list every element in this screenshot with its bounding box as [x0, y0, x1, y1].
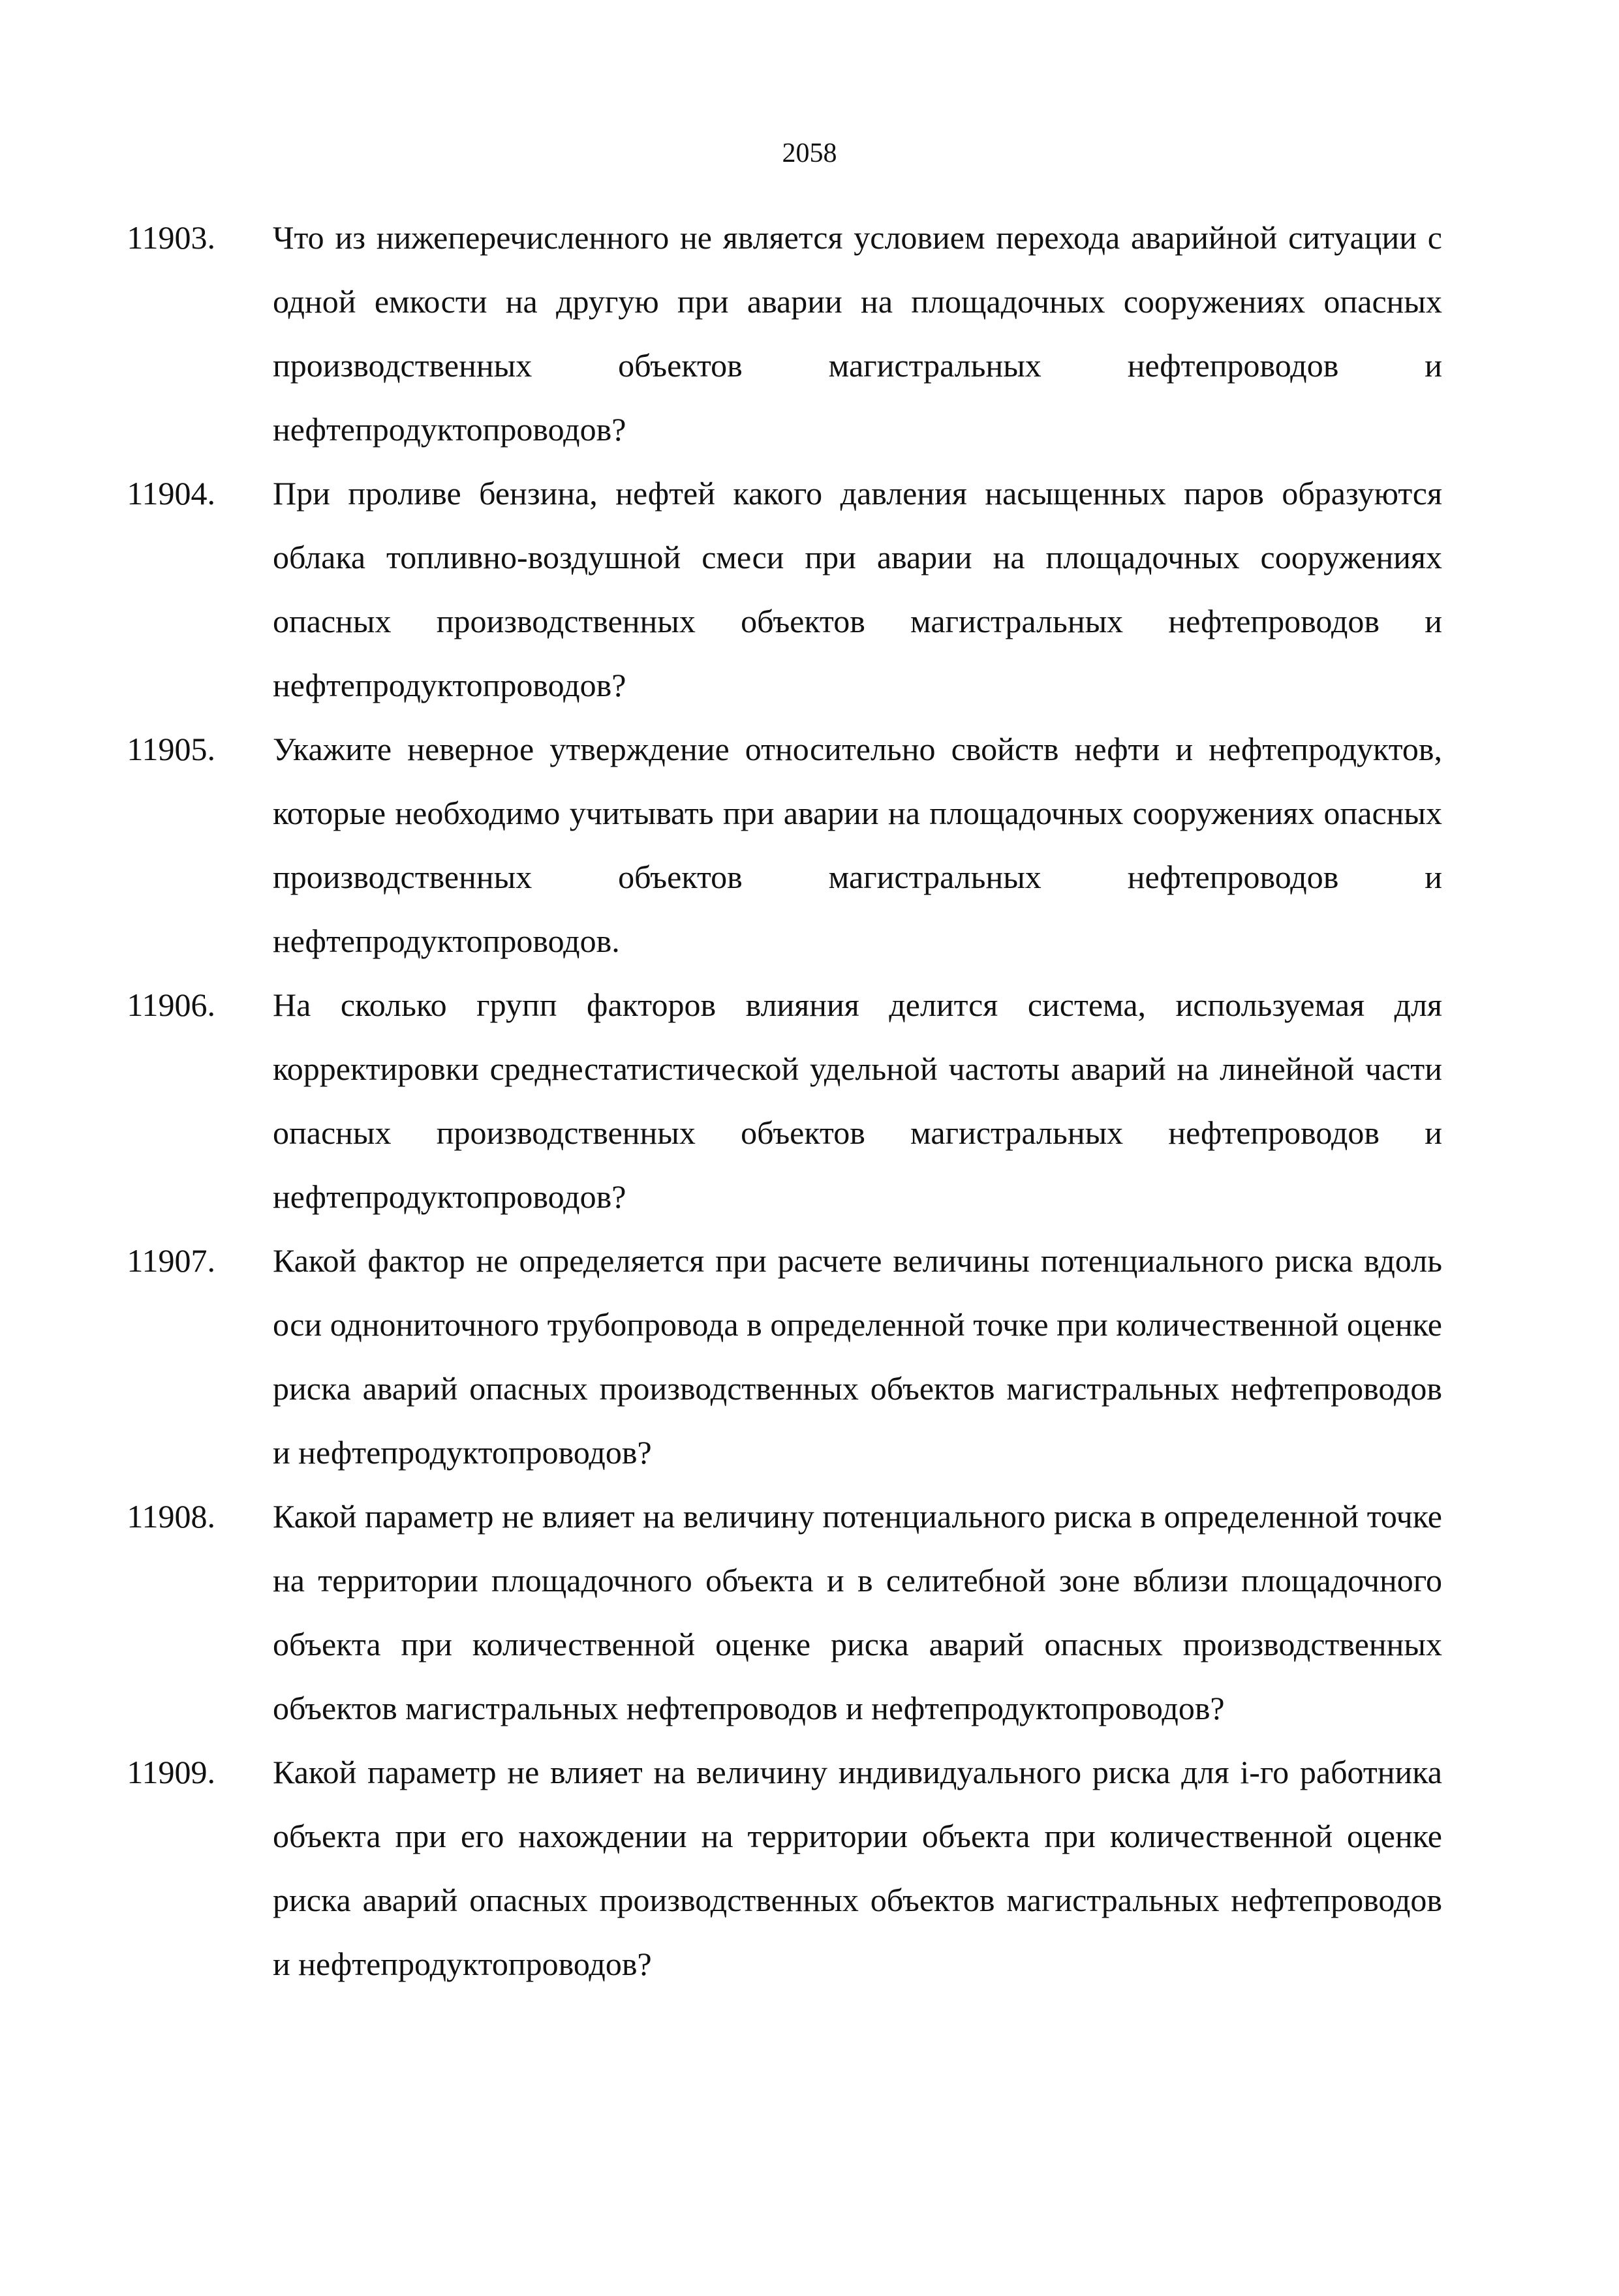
question-item: 11903. Что из нижеперечисленного не является условием перехода аварийной ситуации с одной емкости на другую при аварии на площадочных сооружениях опасных производственных объектов магистральных нефтепроводов и нефтепродуктопроводов?	[222, 206, 1442, 461]
question-list	[127, 206, 1442, 1996]
question-item: 11906. На сколько групп факторов влияния делится система, используемая для корректировки среднестатистической удельной частоты аварий на линейной части опасных производственных объектов магистральных нефтепроводов и нефтепродуктопроводов?	[222, 973, 1442, 1229]
question-text: Укажите неверное утверждение относительно свойств нефти и нефтепродуктов, которые необходимо учитывать при аварии на площадочных сооружениях опасных производственных объектов магистральных нефтепроводов и нефтепродуктопроводов.	[273, 731, 1442, 959]
question-item: 11909. Какой параметр не влияет на величину индивидуального риска для i-го работника объекта при его нахождении на территории объекта при количественной оценке риска аварий опасных производственных объектов магистральных нефтепроводов и нефтепродуктопроводов?	[222, 1740, 1442, 1996]
question-text: На сколько групп факторов влияния делится система, используемая для корректировки среднестатистической удельной частоты аварий на линейной части опасных производственных объектов магистральных нефтепроводов и нефтепродуктопроводов?	[273, 987, 1442, 1215]
question-text: Какой параметр не влияет на величину потенциального риска в определенной точке на территории площадочного объекта и в селитебной зоне вблизи площадочного объекта при количественной оценке риска аварий опасных производственных объектов магистральных нефтепроводов и нефтепродуктопроводов?	[273, 1498, 1442, 1726]
question-item: 11907. Какой фактор не определяется при расчете величины потенциального риска вдоль оси однониточного трубопровода в определенной точке при количественной оценке риска аварий опасных производственных объектов магистральных нефтепроводов и нефтепродуктопроводов?	[222, 1229, 1442, 1484]
question-text: Какой фактор не определяется при расчете величины потенциального риска вдоль оси однониточного трубопровода в определенной точке при количественной оценке риска аварий опасных производственных объектов магистральных нефтепроводов и нефтепродуктопроводов?	[273, 1242, 1442, 1471]
question-text: Что из нижеперечисленного не является условием перехода аварийной ситуации с одной емкости на другую при аварии на площадочных сооружениях опасных производственных объектов магистральных нефтепроводов и нефтепродуктопроводов?	[273, 219, 1442, 448]
question-text: При проливе бензина, нефтей какого давления насыщенных паров образуются облака топливно-воздушной смеси при аварии на площадочных сооружениях опасных производственных объектов магистральных нефтепроводов и нефтепродуктопроводов?	[273, 475, 1442, 703]
question-item: 11908. Какой параметр не влияет на величину потенциального риска в определенной точке на территории площадочного объекта и в селитебной зоне вблизи площадочного объекта при количественной оценке риска аварий опасных производственных объектов магистральных нефтепроводов и нефтепродуктопроводов?	[222, 1484, 1442, 1740]
page-number: 2058	[782, 138, 837, 168]
question-text: Какой параметр не влияет на величину индивидуального риска для i-го работника объекта при его нахождении на территории объекта при количественной оценке риска аварий опасных производственных объектов магистральных нефтепроводов и нефтепродуктопроводов?	[273, 1754, 1442, 1982]
question-item: 11905. Укажите неверное утверждение относительно свойств нефти и нефтепродуктов, которые необходимо учитывать при аварии на площадочных сооружениях опасных производственных объектов магистральных нефтепроводов и нефтепродуктопроводов.	[222, 717, 1442, 973]
question-item: 11904. При проливе бензина, нефтей какого давления насыщенных паров образуются облака топливно-воздушной смеси при аварии на площадочных сооружениях опасных производственных объектов магистральных нефтепроводов и нефтепродуктопроводов?	[222, 461, 1442, 717]
